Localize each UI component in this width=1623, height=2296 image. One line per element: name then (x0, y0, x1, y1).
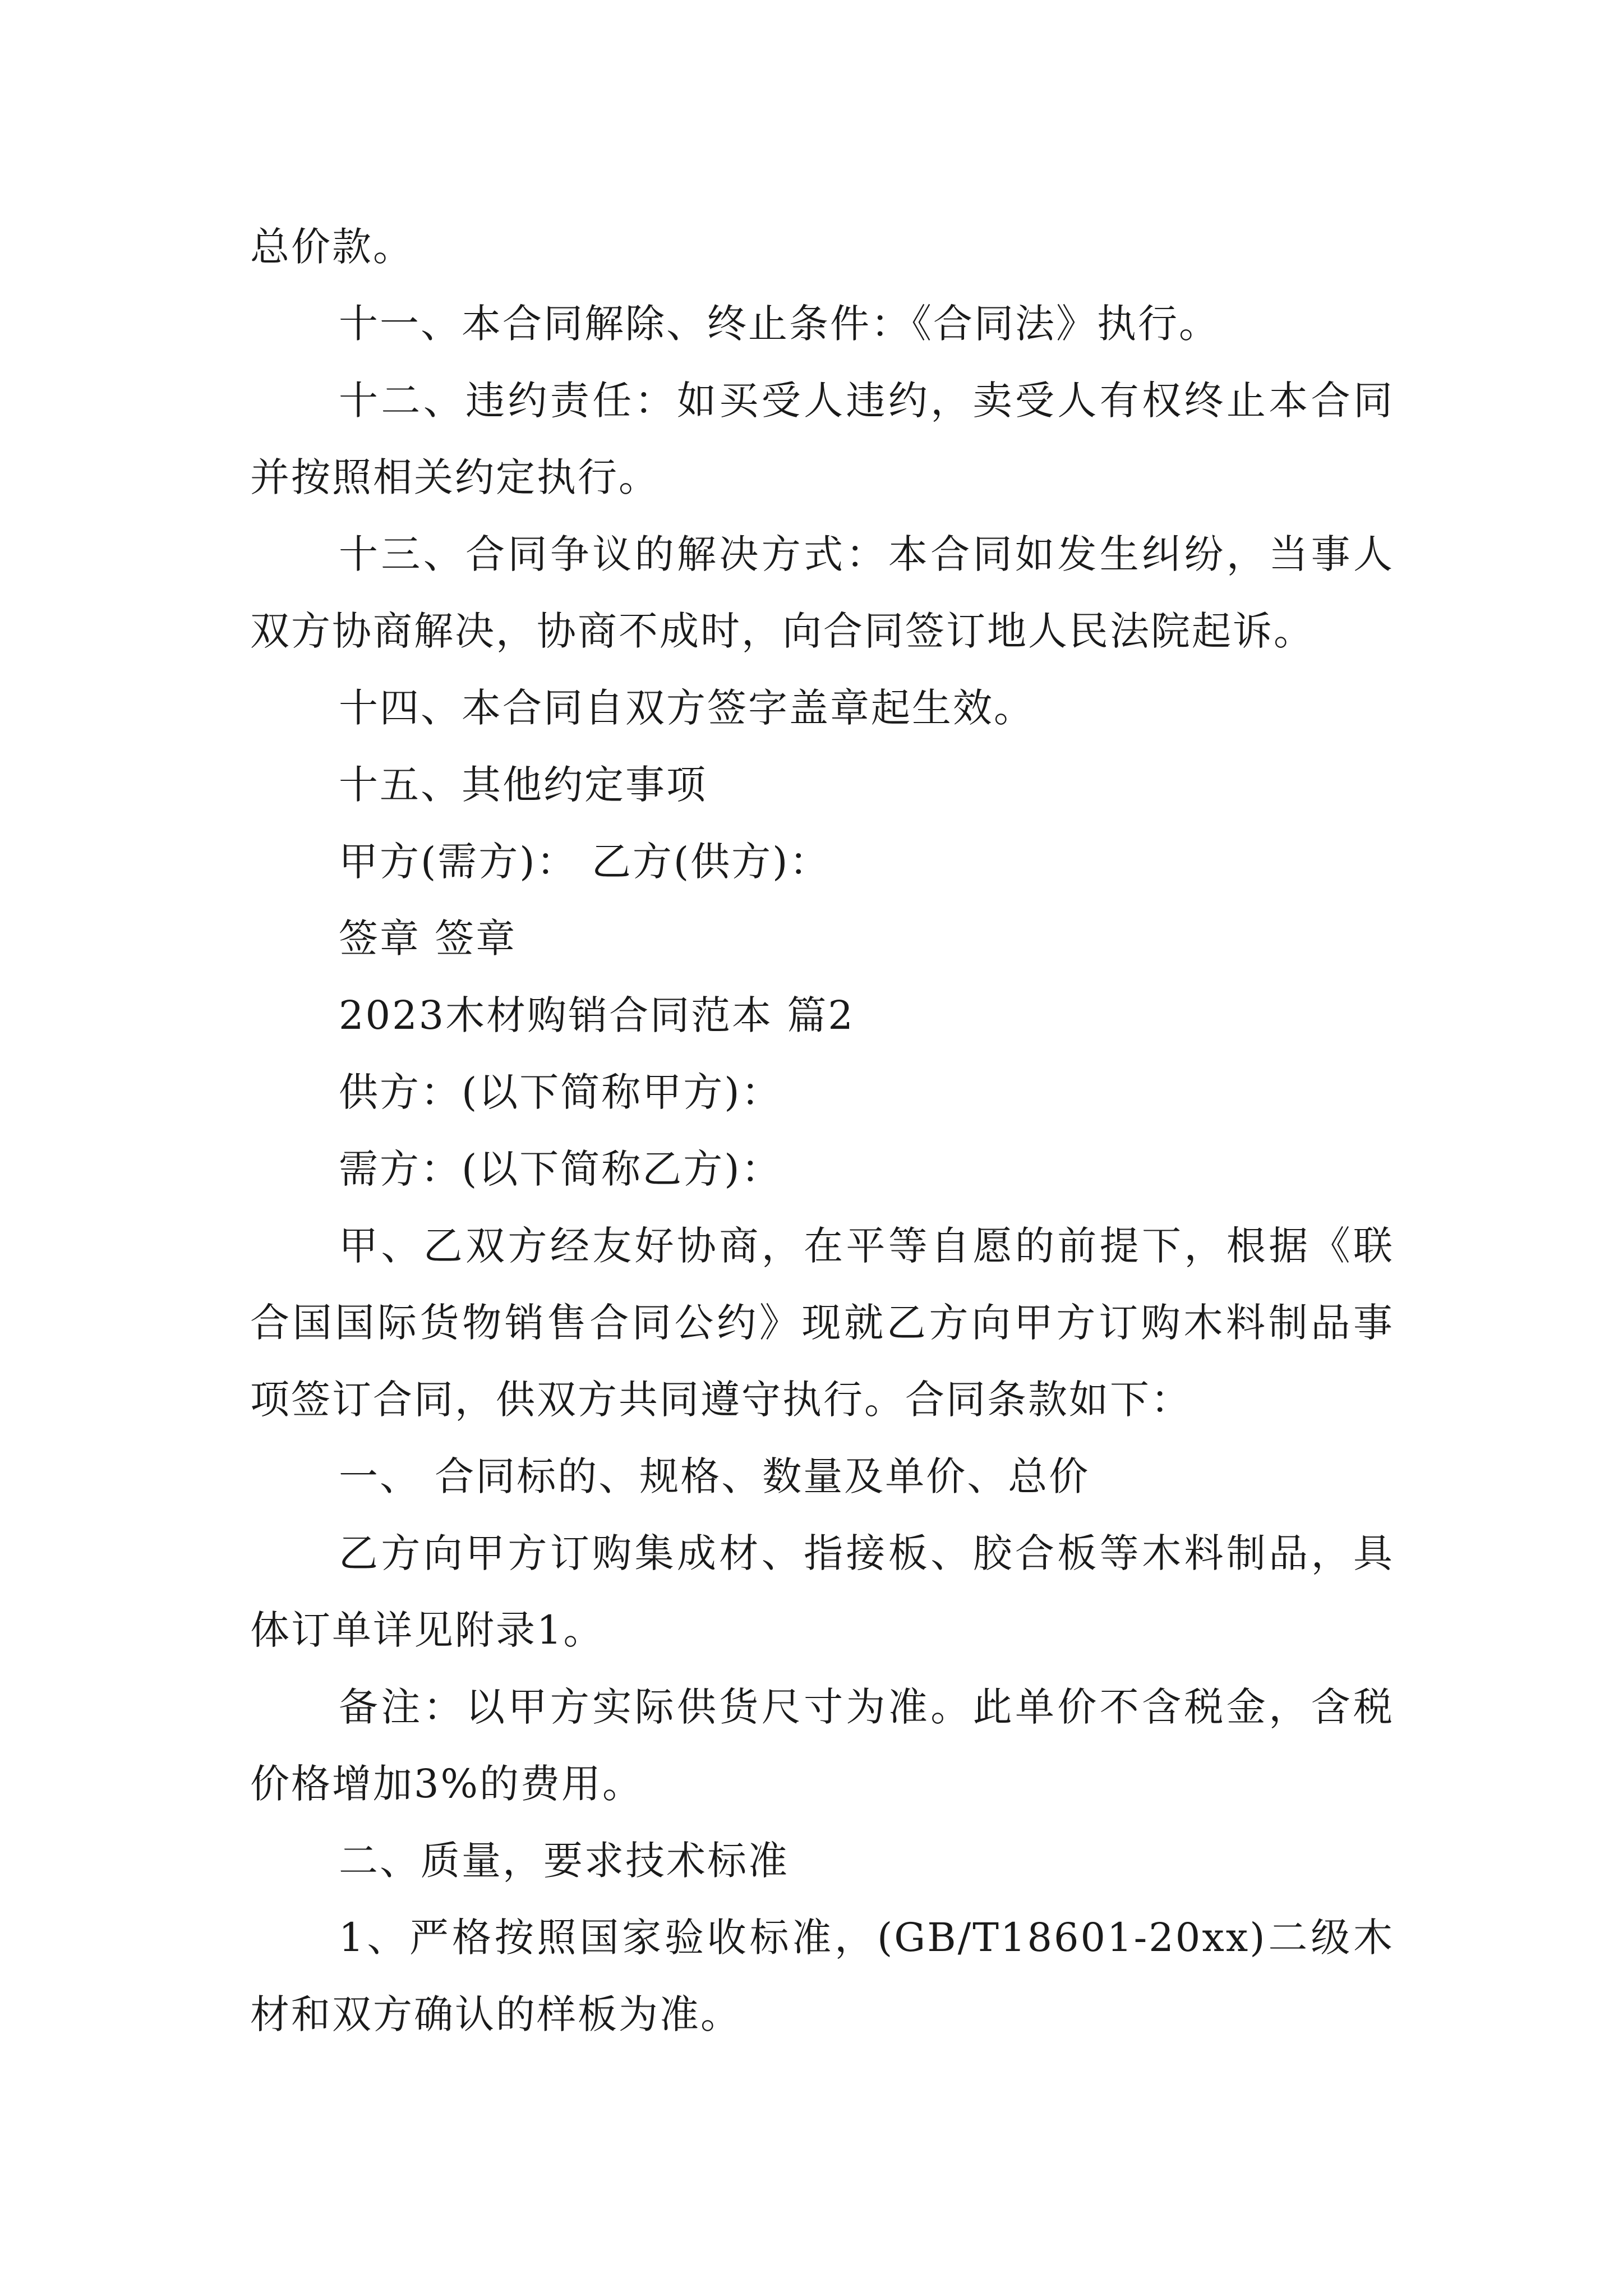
document-body (250, 209, 1394, 2053)
paragraph-remark: 备注：以甲方实际供货尺寸为准。此单价不含税金，含税价格增加3%的费用。 (250, 1684, 1394, 1807)
paragraph-clause-11: 十一、本合同解除、终止条件：《合同法》执行。 (339, 301, 1220, 347)
paragraph-article-2-heading: 二、质量，要求技术标准 (339, 1838, 789, 1884)
paragraph-article-1-body: 乙方向甲方订购集成材、指接板、胶合板等木料制品，具体订单详见附录1。 (250, 1530, 1394, 1653)
paragraph-clause-13: 十三、合同争议的解决方式：本合同如发生纠纷，当事人双方协商解决，协商不成时，向合同签订地人民法院起诉。 (250, 531, 1394, 654)
paragraph-clause-14: 十四、本合同自双方签字盖章起生效。 (339, 685, 1035, 731)
paragraph-total-price: 总价款。 (250, 224, 414, 270)
paragraph-supplier: 供方：(以下简称甲方)： (339, 1069, 782, 1115)
paragraph-clause-12: 十二、违约责任：如买受人违约，卖受人有权终止本合同并按照相关约定执行。 (250, 378, 1394, 500)
paragraph-signatures: 签章 签章 (339, 915, 517, 961)
section-heading: 2023木材购销合同范本 篇2 (339, 992, 855, 1038)
paragraph-preamble: 甲、乙双方经友好协商，在平等自愿的前提下，根据《联合国国际货物销售合同公约》现就乙方向甲方订购木料制品事项签订合同，供双方共同遵守执行。合同条款如下： (250, 1223, 1394, 1423)
paragraph-clause-15: 十五、其他约定事项 (339, 762, 707, 808)
paragraph-parties: 甲方(需方)： 乙方(供方)： (339, 839, 831, 885)
paragraph-article-1-heading: 一、 合同标的、规格、数量及单价、总价 (339, 1453, 1090, 1499)
paragraph-article-2-item-1: 1、严格按照国家验收标准，(GB/T18601-20xx)二级木材和双方确认的样板为准。 (250, 1915, 1394, 2037)
paragraph-buyer: 需方：(以下简称乙方)： (339, 1146, 782, 1192)
